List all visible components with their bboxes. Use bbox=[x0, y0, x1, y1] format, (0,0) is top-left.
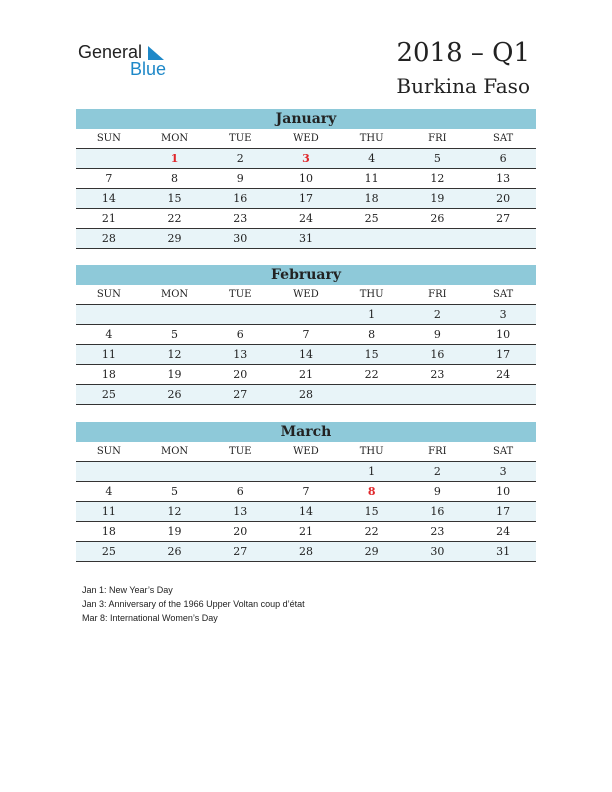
empty-cell bbox=[76, 305, 142, 325]
day-cell: 26 bbox=[142, 542, 208, 562]
weekday-header: SUN bbox=[76, 129, 142, 149]
page-title: 2018 – Q1 bbox=[396, 38, 530, 68]
weekday-header: THU bbox=[339, 442, 405, 462]
weekday-header: MON bbox=[142, 129, 208, 149]
week-row bbox=[76, 345, 536, 365]
day-cell: 5 bbox=[405, 149, 471, 169]
day-cell: 26 bbox=[142, 385, 208, 405]
day-cell: 14 bbox=[273, 502, 339, 522]
logo-word-blue: Blue bbox=[130, 59, 167, 79]
holiday-note: Mar 8: International Women’s Day bbox=[82, 613, 218, 623]
day-cell: 11 bbox=[76, 345, 142, 365]
day-cell: 22 bbox=[339, 522, 405, 542]
empty-cell bbox=[142, 305, 208, 325]
holiday-note: Jan 3: Anniversary of the 1966 Upper Voltan coup d’état bbox=[82, 599, 305, 609]
day-cell: 30 bbox=[207, 229, 273, 249]
week-row bbox=[76, 502, 536, 522]
empty-cell bbox=[207, 305, 273, 325]
day-cell: 25 bbox=[76, 385, 142, 405]
day-cell: 9 bbox=[207, 169, 273, 189]
month-title: March bbox=[76, 422, 536, 442]
weekday-header: WED bbox=[273, 442, 339, 462]
day-cell: 4 bbox=[76, 325, 142, 345]
day-cell: 29 bbox=[339, 542, 405, 562]
day-cell: 5 bbox=[142, 482, 208, 502]
week-row bbox=[76, 542, 536, 562]
day-cell: 31 bbox=[470, 542, 536, 562]
week-row bbox=[76, 169, 536, 189]
day-cell: 7 bbox=[273, 482, 339, 502]
empty-cell bbox=[76, 149, 142, 169]
day-cell: 6 bbox=[207, 482, 273, 502]
day-cell: 31 bbox=[273, 229, 339, 249]
day-cell: 25 bbox=[76, 542, 142, 562]
day-cell: 13 bbox=[207, 502, 273, 522]
weekday-header: MON bbox=[142, 442, 208, 462]
weekday-header: SAT bbox=[470, 129, 536, 149]
day-cell: 16 bbox=[405, 502, 471, 522]
day-cell: 4 bbox=[339, 149, 405, 169]
general-blue-logo bbox=[78, 42, 178, 82]
empty-cell bbox=[470, 385, 536, 405]
day-cell: 3 bbox=[470, 462, 536, 482]
week-row bbox=[76, 385, 536, 405]
day-cell: 21 bbox=[273, 522, 339, 542]
day-cell: 1 bbox=[339, 462, 405, 482]
day-cell: 2 bbox=[405, 305, 471, 325]
week-row bbox=[76, 189, 536, 209]
empty-cell bbox=[207, 462, 273, 482]
day-cell: 22 bbox=[339, 365, 405, 385]
day-cell: 1 bbox=[142, 149, 208, 169]
holiday-notes bbox=[82, 583, 305, 625]
day-cell: 5 bbox=[142, 325, 208, 345]
day-cell: 9 bbox=[405, 325, 471, 345]
day-cell: 4 bbox=[76, 482, 142, 502]
empty-cell bbox=[273, 305, 339, 325]
weekday-header: WED bbox=[273, 129, 339, 149]
day-cell: 9 bbox=[405, 482, 471, 502]
day-cell: 8 bbox=[339, 325, 405, 345]
day-cell: 8 bbox=[339, 482, 405, 502]
day-cell: 18 bbox=[76, 365, 142, 385]
day-cell: 27 bbox=[470, 209, 536, 229]
day-cell: 26 bbox=[405, 209, 471, 229]
day-cell: 28 bbox=[76, 229, 142, 249]
day-cell: 30 bbox=[405, 542, 471, 562]
day-cell: 23 bbox=[405, 365, 471, 385]
day-cell: 1 bbox=[339, 305, 405, 325]
month-february bbox=[76, 265, 536, 405]
day-cell: 19 bbox=[142, 522, 208, 542]
day-cell: 18 bbox=[76, 522, 142, 542]
day-cell: 17 bbox=[470, 502, 536, 522]
day-cell: 24 bbox=[470, 365, 536, 385]
day-cell: 19 bbox=[405, 189, 471, 209]
day-cell: 17 bbox=[273, 189, 339, 209]
empty-cell bbox=[142, 462, 208, 482]
day-cell: 6 bbox=[470, 149, 536, 169]
empty-cell bbox=[405, 385, 471, 405]
week-row bbox=[76, 209, 536, 229]
day-cell: 15 bbox=[142, 189, 208, 209]
day-cell: 21 bbox=[273, 365, 339, 385]
day-cell: 13 bbox=[470, 169, 536, 189]
day-cell: 10 bbox=[470, 482, 536, 502]
day-cell: 24 bbox=[273, 209, 339, 229]
weekday-header: FRI bbox=[405, 442, 471, 462]
empty-cell bbox=[339, 385, 405, 405]
day-cell: 11 bbox=[339, 169, 405, 189]
day-cell: 10 bbox=[273, 169, 339, 189]
day-cell: 17 bbox=[470, 345, 536, 365]
day-cell: 28 bbox=[273, 542, 339, 562]
day-cell: 12 bbox=[405, 169, 471, 189]
day-cell: 8 bbox=[142, 169, 208, 189]
country-name: Burkina Faso bbox=[396, 74, 530, 98]
day-cell: 23 bbox=[405, 522, 471, 542]
weekday-header: TUE bbox=[207, 129, 273, 149]
weekday-header: MON bbox=[142, 285, 208, 305]
calendar-grid bbox=[76, 129, 536, 249]
calendar-grid bbox=[76, 442, 536, 562]
weekday-header: TUE bbox=[207, 442, 273, 462]
day-cell: 29 bbox=[142, 229, 208, 249]
day-cell: 27 bbox=[207, 542, 273, 562]
day-cell: 23 bbox=[207, 209, 273, 229]
calendar-grid bbox=[76, 285, 536, 405]
week-row bbox=[76, 149, 536, 169]
day-cell: 20 bbox=[470, 189, 536, 209]
empty-cell bbox=[405, 229, 471, 249]
week-row bbox=[76, 305, 536, 325]
day-cell: 13 bbox=[207, 345, 273, 365]
day-cell: 20 bbox=[207, 522, 273, 542]
day-cell: 27 bbox=[207, 385, 273, 405]
day-cell: 7 bbox=[273, 325, 339, 345]
weekday-header: SAT bbox=[470, 442, 536, 462]
day-cell: 12 bbox=[142, 345, 208, 365]
weekday-header: WED bbox=[273, 285, 339, 305]
logo-word-general: General bbox=[78, 42, 143, 62]
day-cell: 28 bbox=[273, 385, 339, 405]
day-cell: 2 bbox=[207, 149, 273, 169]
month-title: January bbox=[76, 109, 536, 129]
weekday-header: TUE bbox=[207, 285, 273, 305]
day-cell: 12 bbox=[142, 502, 208, 522]
week-row bbox=[76, 522, 536, 542]
day-cell: 2 bbox=[405, 462, 471, 482]
day-cell: 10 bbox=[470, 325, 536, 345]
day-cell: 3 bbox=[470, 305, 536, 325]
weekday-header: THU bbox=[339, 285, 405, 305]
day-cell: 18 bbox=[339, 189, 405, 209]
day-cell: 16 bbox=[405, 345, 471, 365]
day-cell: 7 bbox=[76, 169, 142, 189]
day-cell: 14 bbox=[76, 189, 142, 209]
week-row bbox=[76, 482, 536, 502]
day-cell: 16 bbox=[207, 189, 273, 209]
day-cell: 15 bbox=[339, 502, 405, 522]
month-title: February bbox=[76, 265, 536, 285]
weekday-header: FRI bbox=[405, 285, 471, 305]
week-row bbox=[76, 462, 536, 482]
day-cell: 6 bbox=[207, 325, 273, 345]
day-cell: 20 bbox=[207, 365, 273, 385]
empty-cell bbox=[76, 462, 142, 482]
week-row bbox=[76, 229, 536, 249]
weekday-header: SAT bbox=[470, 285, 536, 305]
weekday-header: SUN bbox=[76, 442, 142, 462]
weekday-header: SUN bbox=[76, 285, 142, 305]
day-cell: 14 bbox=[273, 345, 339, 365]
day-cell: 25 bbox=[339, 209, 405, 229]
holiday-note: Jan 1: New Year’s Day bbox=[82, 585, 173, 595]
day-cell: 11 bbox=[76, 502, 142, 522]
day-cell: 15 bbox=[339, 345, 405, 365]
empty-cell bbox=[339, 229, 405, 249]
weekday-header: FRI bbox=[405, 129, 471, 149]
day-cell: 19 bbox=[142, 365, 208, 385]
week-row bbox=[76, 325, 536, 345]
month-march bbox=[76, 422, 536, 562]
day-cell: 3 bbox=[273, 149, 339, 169]
week-row bbox=[76, 365, 536, 385]
weekday-header: THU bbox=[339, 129, 405, 149]
day-cell: 21 bbox=[76, 209, 142, 229]
empty-cell bbox=[470, 229, 536, 249]
day-cell: 24 bbox=[470, 522, 536, 542]
month-january bbox=[76, 109, 536, 249]
day-cell: 22 bbox=[142, 209, 208, 229]
empty-cell bbox=[273, 462, 339, 482]
